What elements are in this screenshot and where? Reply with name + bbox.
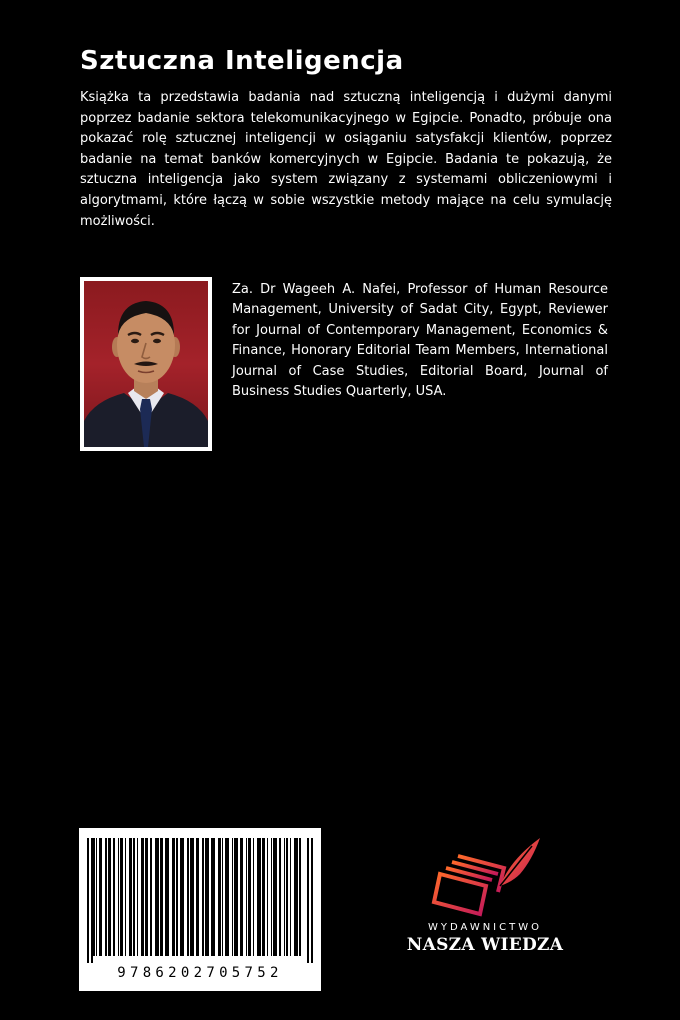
barcode-bar: [190, 838, 194, 956]
barcode-bar: [294, 838, 298, 956]
barcode-bar: [225, 838, 229, 956]
barcode-bar: [96, 838, 97, 956]
barcode-bar: [180, 838, 184, 956]
barcode-bar: [91, 838, 93, 963]
barcode-bar: [196, 838, 199, 956]
barcode-bar: [108, 838, 111, 956]
barcode-bar: [299, 838, 301, 956]
barcode-bar: [246, 838, 247, 956]
barcode-bar: [129, 838, 132, 956]
barcode-bar: [307, 838, 309, 963]
barcode-bar: [240, 838, 243, 956]
barcode-bar: [150, 838, 152, 956]
barcode-bar: [311, 838, 313, 963]
barcode-bar: [105, 838, 107, 956]
barcode-bar: [273, 838, 277, 956]
author-photo-frame: [80, 277, 212, 451]
barcode-bar: [118, 838, 119, 956]
barcode-bar: [120, 838, 123, 956]
isbn-number: 9786202705752: [117, 965, 283, 981]
barcode-bar: [284, 838, 285, 956]
barcode-bar: [160, 838, 163, 956]
isbn-barcode: [79, 828, 321, 991]
barcode-bar: [165, 838, 169, 956]
barcode-bar: [113, 838, 115, 956]
barcode-bar: [99, 838, 102, 956]
publisher-label: WYDAWNICTWO: [428, 922, 542, 933]
barcode-bar: [205, 838, 209, 956]
barcode-bar: [279, 838, 281, 956]
barcode-bar: [222, 838, 223, 956]
barcode-bars: [79, 828, 321, 963]
barcode-bar: [145, 838, 148, 956]
author-bio: Za. Dr Wageeh A. Nafei, Professor of Human Resource Management, University of Sadat City, Egypt, Reviewer for Journal of Contemporary Management, Economics & Finance, Honorary Editorial Team Members, International Journal of Case Studies, Editorial Board, Journal of Business Studies Quarterly, USA.: [232, 282, 608, 400]
publisher-logo: [400, 830, 570, 960]
barcode-bar: [286, 838, 288, 956]
barcode-bar: [211, 838, 215, 956]
barcode-bar: [218, 838, 221, 956]
barcode-bar: [155, 838, 159, 956]
barcode-bar: [232, 838, 233, 956]
author-portrait-illustration: [84, 281, 208, 447]
barcode-bar: [202, 838, 204, 956]
barcode-bar: [141, 838, 144, 956]
barcode-bar: [257, 838, 261, 956]
barcode-bar: [267, 838, 268, 956]
barcode-bar: [87, 838, 89, 963]
book-title: Sztuczna Inteligencja: [80, 46, 404, 76]
barcode-bar: [271, 838, 272, 956]
barcode-bar: [234, 838, 238, 956]
barcode-bar: [253, 838, 254, 956]
barcode-bar: [93, 838, 95, 956]
author-photo: [84, 281, 208, 447]
barcode-bar: [290, 838, 291, 956]
book-quill-icon: [400, 830, 570, 922]
barcode-bar: [187, 838, 189, 956]
barcode-bar: [262, 838, 265, 956]
publisher-name: NASZA WIEDZA: [406, 935, 564, 955]
book-description: Książka ta przedstawia badania nad sztuczną inteligencją i dużymi danymi poprzez badanie sektora telekomunikacyjnego w Egipcie. Ponadto, próbuje ona pokazać rolę sztucznej inteligencji w osiąganiu satysfakcji klientów, poprzez badanie na temat banków komercyjnych w Egipcie. Badania te pokazują, że sztuczna inteligencja jako system związany z systemami obliczeniowymi i algorytmami, które łączą w sobie wszystkie metody mające na celu symulację możliwości.: [80, 90, 612, 229]
barcode-bar: [176, 838, 178, 956]
barcode-bar: [125, 838, 126, 956]
barcode-bar: [172, 838, 175, 956]
barcode-bar: [137, 838, 138, 956]
barcode-bar: [133, 838, 135, 956]
barcode-bar: [248, 838, 251, 956]
